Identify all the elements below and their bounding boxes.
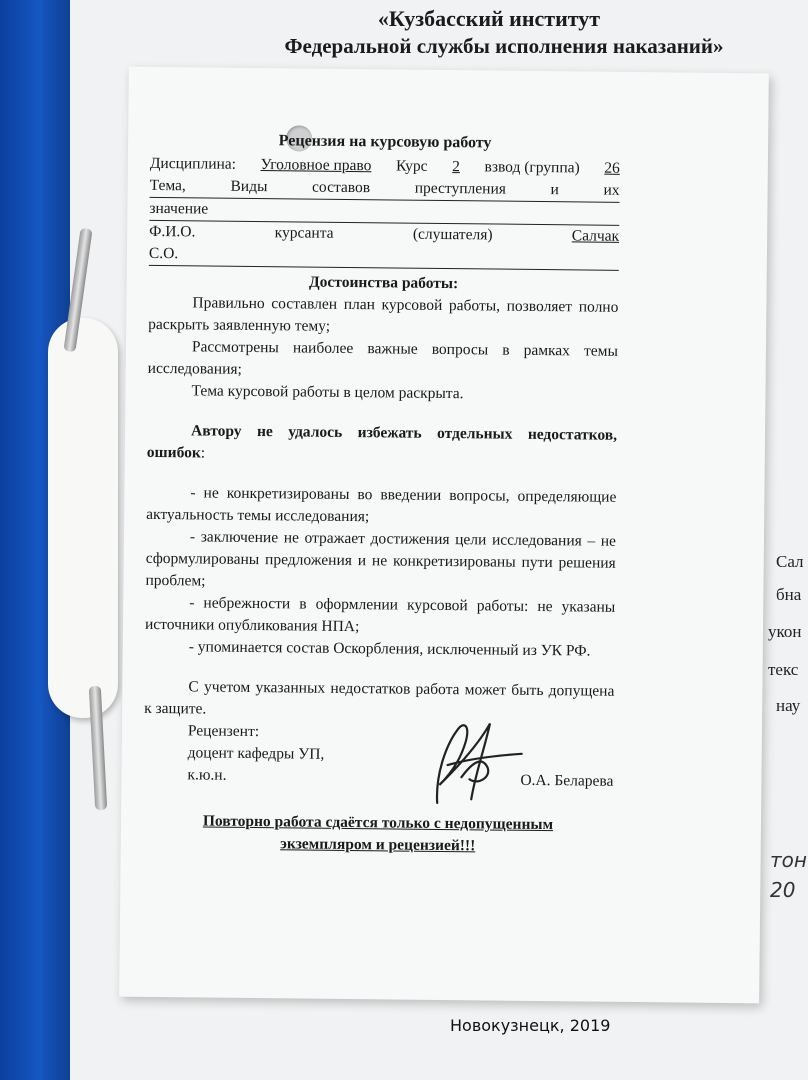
reviewer-degree: к.ю.н. — [187, 766, 227, 784]
service-header: Федеральной службы исполнения наказаний» — [284, 34, 724, 58]
fio-label: Ф.И.О. — [149, 222, 196, 241]
merit-item: Правильно составлен план курсовой работы, позволяет полно раскрыть заявленную тему; — [148, 294, 619, 335]
binder-strap — [48, 318, 118, 718]
merit-item: Рассмотрены наиболее важные вопросы в рамках темы исследования; — [147, 338, 619, 378]
reviewer-position: доцент кафедры УП, — [187, 744, 325, 763]
fio-tail: С.О. — [149, 243, 619, 271]
course-label: Курс — [395, 157, 428, 175]
flaw-item: - не конкретизированы во введении вопросы, определяющие актуальность темы исследования; — [146, 484, 617, 526]
topic-word: и — [550, 181, 559, 199]
reviewer-label: Рецензент: — [187, 722, 260, 741]
fio-value: Салчак — [571, 227, 620, 245]
topic-word: их — [603, 181, 620, 199]
signature-block — [187, 720, 614, 790]
fio-listener: (слушателя) — [412, 225, 493, 244]
reviewer-name: О.А. Беларева — [520, 771, 614, 790]
discipline-value: Уголовное право — [260, 156, 372, 175]
flaw-item: - небрежности в оформлении курсовой работы: не указаны источники опубликования НПА; — [144, 594, 616, 636]
warning-line: Повторно работа сдаётся только с недопущенным — [202, 812, 554, 834]
merit-item: Тема курсовой работы в целом раскрыта. — [191, 382, 464, 403]
topic-word: составов — [312, 178, 371, 197]
review-sheet — [119, 67, 769, 1004]
background-word: нау — [776, 696, 801, 715]
topic-word: Виды — [230, 177, 268, 196]
handwritten-word: 20 — [770, 878, 796, 902]
resubmission-warning — [143, 810, 613, 859]
flaw-item: - упоминается состав Оскорбления, исключенный из УК РФ. — [188, 638, 591, 660]
fio-cadet: курсанта — [274, 224, 334, 242]
background-word: бна — [776, 585, 802, 604]
warning-line: экземпляром и рецензией!!! — [280, 835, 476, 855]
handwritten-word: тон — [770, 848, 807, 872]
background-word: Сал — [776, 552, 804, 571]
review-title: Рецензия на курсовую работу — [278, 132, 492, 152]
background-word: укон — [768, 622, 802, 641]
handwritten-signature-icon — [417, 715, 528, 812]
flaws-heading-text: Автору не удалось избежать отдельных недостатков, ошибок — [146, 422, 618, 462]
topic-word: преступления — [414, 179, 507, 198]
group-value: 26 — [604, 159, 620, 177]
discipline-label: Дисциплина: — [149, 154, 237, 173]
topic-label: Тема, — [149, 176, 186, 195]
institute-header: «Кузбасский институт — [377, 6, 601, 31]
background-word: текс — [768, 660, 799, 679]
city-year: Новокузнецк, 2019 — [450, 1016, 611, 1035]
conclusion: С учетом указанных недостатков работа может быть допущена к защите. — [144, 678, 615, 718]
merits-heading: Достоинства работы: — [308, 273, 459, 293]
flaw-item: - заключение не отражает достижения цели исследования – не сформулированы предложения и не конкретизированы пути решения проблем; — [145, 528, 617, 590]
flaws-heading — [147, 420, 617, 469]
group-label: взвод (группа) — [484, 158, 580, 177]
topic-continuation: значение — [149, 198, 619, 226]
course-value: 2 — [452, 158, 461, 176]
review-document — [143, 129, 621, 859]
flaws-heading-colon: : — [200, 444, 206, 462]
